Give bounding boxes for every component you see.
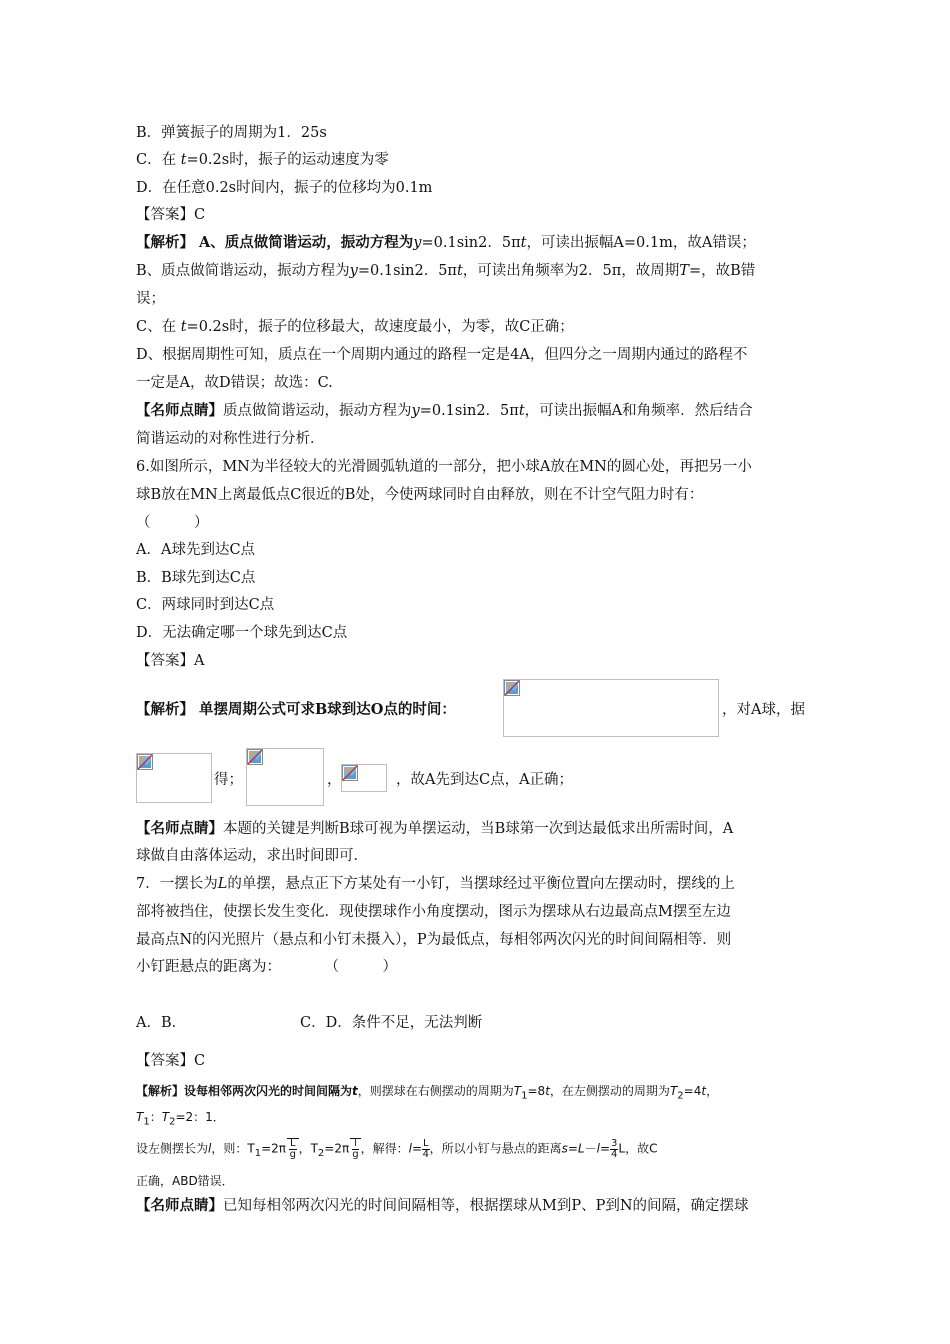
analysis-line: 误；	[136, 291, 165, 307]
analysis-line: 一定是A，故D错误；故选：C.	[136, 375, 333, 391]
option-b: B．B球先到达C点	[136, 570, 256, 586]
teacher-note: 简谐运动的对称性进行分析．	[136, 431, 325, 447]
option-d: D．无法确定哪一个球先到达C点	[136, 625, 348, 641]
option-c: C．两球同时到达C点	[136, 597, 275, 613]
analysis-line: ，对A球，据	[722, 702, 805, 718]
answer-label: 【答案】C	[136, 1053, 206, 1069]
formula-image	[341, 764, 387, 792]
analysis-line: 【解析】 A、质点做简谐运动，振动方程为y=0.1sin2．5πt，可读出振幅A=0.1m，故A错误；	[136, 234, 756, 251]
teacher-note: 【名师点睛】质点做简谐运动，振动方程为y=0.1sin2．5πt，可读出振幅A和角频率．然后结合	[136, 402, 753, 419]
analysis-line: $T_1$：$T_2=2$：1．	[136, 1110, 225, 1128]
answer-label: 【答案】C	[136, 207, 206, 223]
analysis-formula-line: 设左侧摆长为l，则：$T_1=2\pi$ $\frac{L}{g}$ ，$T_2=2\pi$ $\frac{l}{g}$ ，解得：l= $\frac{L}{4}$ ，所以小钉与悬点的距离s=L－l= $\frac{3}{4}$ L，故C	[136, 1137, 658, 1160]
analysis-line: 正确，ABD错误．	[136, 1174, 234, 1188]
options-row: A．B．	[136, 1015, 187, 1031]
teacher-note: 【名师点睛】本题的关键是判断B球可视为单摆运动，当B球第一次到达最低求出所需时间，A	[136, 820, 734, 837]
option-a: A．A球先到达C点	[136, 542, 256, 558]
formula-image	[246, 748, 324, 806]
analysis-line: ，故A先到达C点，A正确；	[396, 772, 574, 788]
analysis-line: 【解析】设每相邻两次闪光的时间间隔为t，则摆球在右侧摆动的周期为$T_1=8t$，在左侧摆动的周期为$T_2=4t$，	[136, 1084, 719, 1102]
question-6: 6.如图所示，MN为半径较大的光滑圆弧轨道的一部分，把小球A放在MN的圆心处，再把另一小	[136, 459, 752, 475]
options-row: C．D．条件不足，无法判断	[300, 1015, 483, 1031]
broken-image-icon	[247, 749, 263, 765]
broken-image-icon	[504, 680, 520, 696]
analysis-line: D、根据周期性可知，质点在一个周期内通过的路程一定是4A，但四分之一周期内通过的路程不	[136, 347, 748, 363]
option-d: D．在任意0.2s时间内，振子的位移均为0.1m	[136, 180, 433, 196]
question-6: 球B放在MN上离最低点C很近的B处，今使两球同时自由释放，则在不计空气阻力时有：	[136, 487, 704, 503]
analysis-line: 【解析】 单摆周期公式可求B球到达O点的时间：	[136, 701, 456, 718]
formula-image	[503, 679, 719, 737]
analysis-line: 得；	[214, 772, 243, 788]
option-c: C．在 t=0.2s时，振子的运动速度为零	[136, 152, 389, 168]
analysis-line: C、在 t=0.2s时，振子的位移最大，故速度最小，为零，故C正确；	[136, 319, 574, 335]
broken-image-icon	[137, 754, 153, 770]
analysis-line: ，	[327, 772, 342, 788]
analysis-line: B、质点做简谐运动，振动方程为y=0.1sin2．5πt，可读出角频率为2．5π，故周期T=，故B错	[136, 263, 756, 279]
option-b: B．弹簧振子的周期为1．25s	[136, 125, 327, 141]
answer-label: 【答案】A	[136, 653, 205, 669]
question-7: 最高点N的闪光照片（悬点和小钉未摄入），P为最低点，每相邻两次闪光的时间间隔相等．则	[136, 932, 732, 948]
question-7: 7．一摆长为L的单摆，悬点正下方某处有一小钉，当摆球经过平衡位置向左摆动时，摆线的上	[136, 876, 735, 892]
question-7: 小钉距悬点的距离为： （ ）	[136, 959, 397, 975]
formula-image	[136, 753, 212, 803]
question-7: 部将被挡住，使摆长发生变化．现使摆球作小角度摆动，图示为摆球从右边最高点M摆至左边	[136, 904, 731, 920]
teacher-note: 球做自由落体运动，求出时间即可．	[136, 848, 368, 864]
question-6-blank: （ ）	[136, 515, 209, 531]
teacher-note: 【名师点睛】已知每相邻两次闪光的时间间隔相等，根据摆球从M到P、P到N的间隔，确定摆球	[136, 1197, 749, 1214]
broken-image-icon	[342, 765, 358, 781]
